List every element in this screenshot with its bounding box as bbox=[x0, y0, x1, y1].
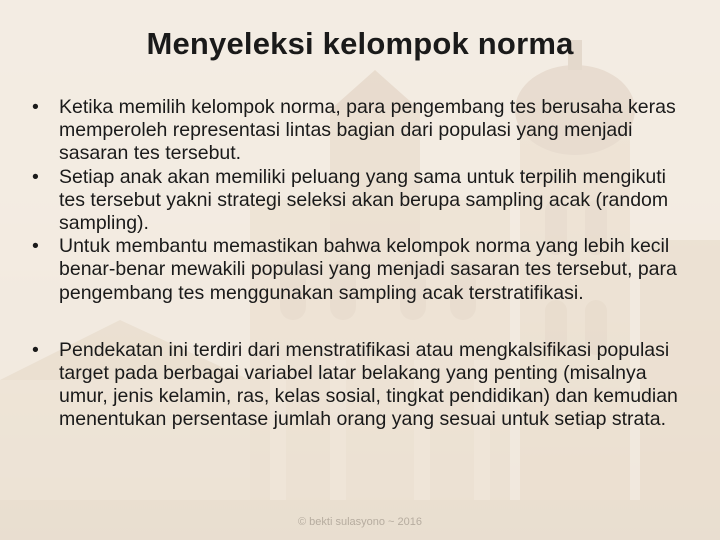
watermark: © bekti sulasyono ~ 2016 bbox=[298, 516, 422, 528]
slide-title: Menyeleksi kelompok norma bbox=[146, 26, 574, 61]
bullet-item bbox=[30, 166, 690, 236]
bullet-text: Ketika memilih kelompok norma, para pengembang tes berusaha keras memperoleh representasi lintas bagian dari populasi yang menjadi sasaran tes tersebut. bbox=[59, 96, 676, 165]
bullet-dot-icon: • bbox=[32, 338, 39, 361]
bullet-dot-icon: • bbox=[32, 96, 39, 118]
bullet-item bbox=[30, 96, 690, 166]
bullet-item bbox=[30, 235, 690, 305]
bullet-item bbox=[30, 339, 690, 432]
bullet-text: Pendekatan ini terdiri dari menstratifikasi atau mengkalsifikasi populasi target pada berbagai variabel latar belakang yang penting (misalnya umur, jenis kelamin, ras, kelas sosial, tingkat pendidikan) dan kemudian menentukan persentase jumlah orang yang sesuai untuk setiap strata. bbox=[59, 338, 678, 431]
bullet-list bbox=[30, 96, 690, 432]
bullet-text: Setiap anak akan memiliki peluang yang sama untuk terpilih mengikuti tes tersebut yakni strategi seleksi akan berupa sampling acak (random sampling). bbox=[59, 165, 669, 235]
slide-content bbox=[30, 96, 690, 432]
bullet-dot-icon: • bbox=[32, 235, 39, 258]
bullet-text: Untuk membantu memastikan bahwa kelompok norma yang lebih kecil benar-benar mewakili populasi yang menjadi sasaran tes tersebut, para pengembang tes menggunakan sampling acak terstratifikasi. bbox=[59, 235, 677, 304]
bullet-dot-icon: • bbox=[32, 165, 39, 188]
